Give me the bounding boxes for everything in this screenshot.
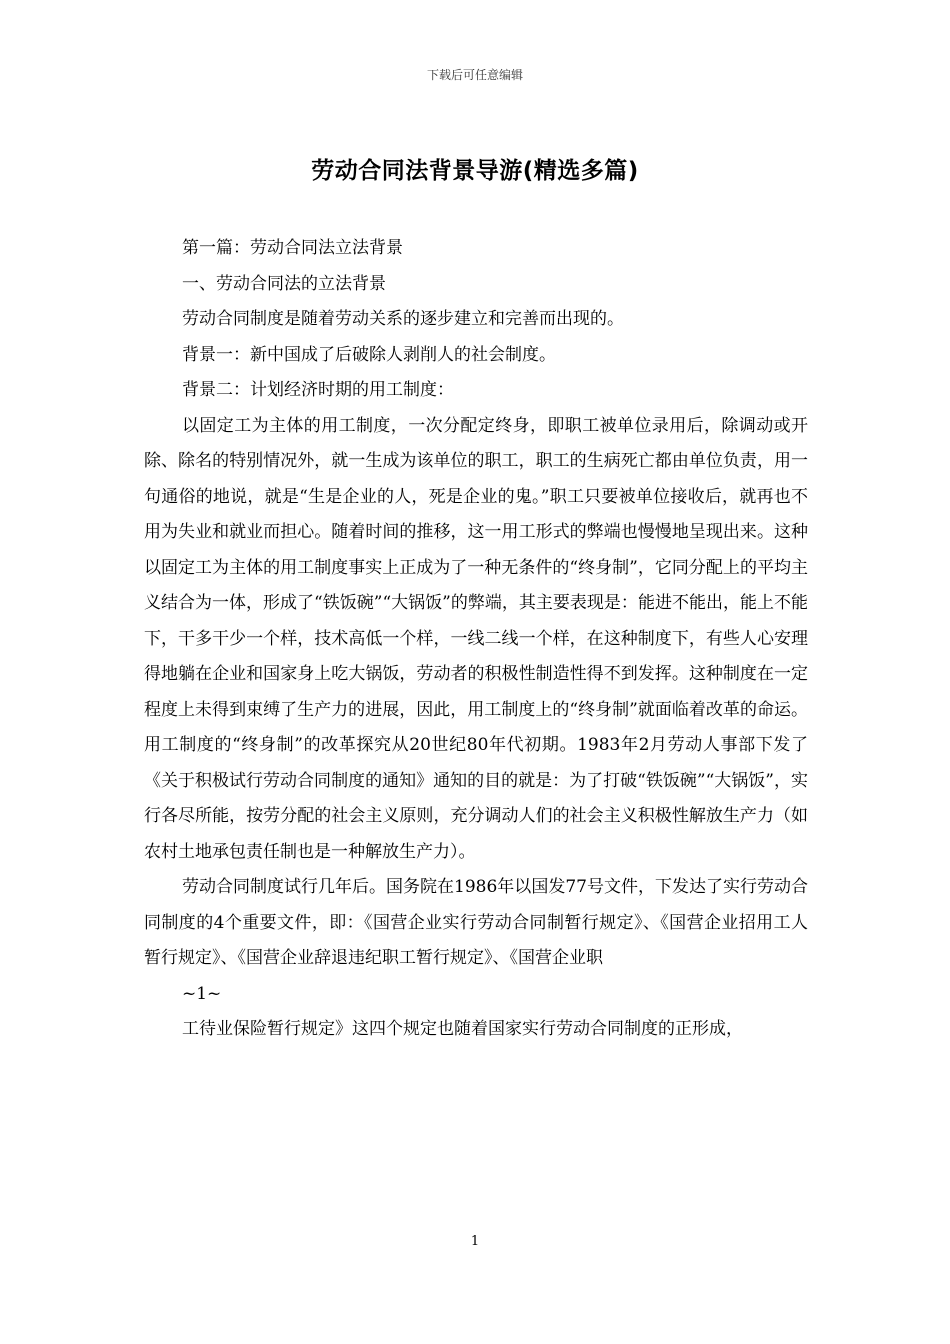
continuation-line: 工待业保险暂行规定》这四个规定也随着国家实行劳动合同制度的正形成，: [182, 1019, 743, 1039]
body-line-3: 劳动合同制度是随着劳动关系的逐步建立和完善而出现的。: [182, 309, 624, 329]
header-note: 下载后可任意编辑: [426, 68, 523, 82]
document-title: 劳动合同法背景导游(精选多篇): [311, 158, 639, 184]
body-line-4: 背景一：新中国成了后破除人剥削人的社会制度。: [182, 344, 556, 365]
paragraph-2: 劳动合同制度试行几年后。国务院在1986年以国发77号文件，下发达了实行劳动合同制度的4个重要文件，即：《国营企业实行劳动合同制暂行规定》、《国营企业招用工人暂行规定》、《国营企业辞退违纪职工暂行规定》、《国营企业职: [144, 877, 808, 968]
page-number: 1: [470, 1234, 480, 1249]
heading-line-1: 第一篇：劳动合同法立法背景: [182, 238, 403, 258]
heading-line-2: 一、劳动合同法的立法背景: [182, 273, 386, 294]
document-body: [144, 231, 808, 1048]
body-line-5: 背景二：计划经济时期的用工制度：: [182, 380, 454, 400]
paragraph-1: 以固定工为主体的用工制度，一次分配定终身，即职工被单位录用后，除调动或开除、除名的特别情况外，就一生成为该单位的职工，职工的生病死亡都由单位负责，用一句通俗的地说，就是“生是企业的人，死是企业的鬼。”职工只要被单位接收后，就再也不用为失业和就业而担心。随着时间的推移，这一用工形式的弊端也慢慢地呈现出来。这种以固定工为主体的用工制度事实上正成为了一种无条件的“终身制”，它同分配上的平均主义结合为一体，形成了“铁饭碗”“大锅饭”的弊端，其主要表现是：能进不能出，能上不能下，干多干少一个样，技术高低一个样，一线二线一个样，在这种制度下，有些人心安理得地躺在企业和国家身上吃大锅饭，劳动者的积极性制造性得不到发挥。这种制度在一定程度上未得到束缚了生产力的进展，因此，用工制度上的“终身制”就面临着改革的命运。用工制度的“终身制”的改革探究从20世纪80年代初期。1983年2月劳动人事部下发了《关于积极试行劳动合同制度的通知》通知的目的就是：为了打破“铁饭碗”“大锅饭”，实行各尽所能，按劳分配的社会主义原则，充分调动人们的社会主义积极性解放生产力（如农村土地承包责任制也是一种解放生产力）。: [144, 415, 808, 862]
page-marker: ~1~: [182, 983, 222, 1004]
